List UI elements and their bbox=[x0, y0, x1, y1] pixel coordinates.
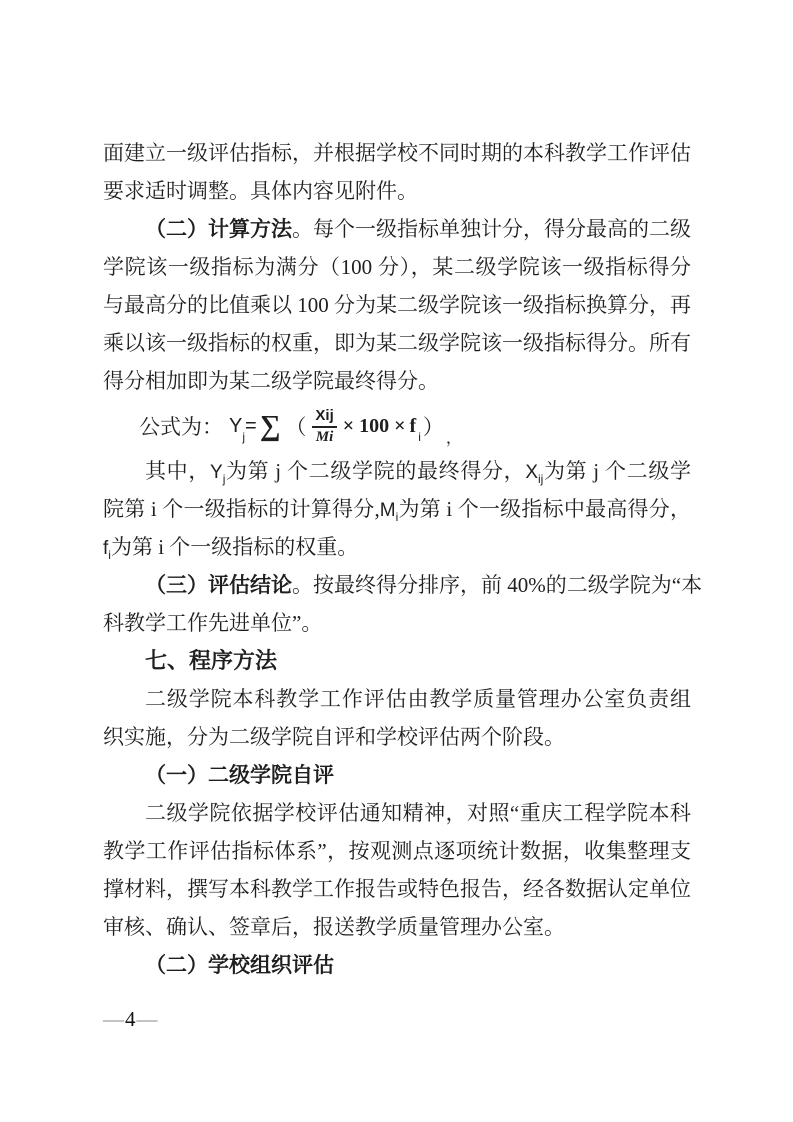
body-line bbox=[103, 286, 691, 324]
fraction-numerator: Xij bbox=[312, 407, 336, 428]
text-run: 科教学工作先进单位”。 bbox=[103, 611, 323, 635]
body-line bbox=[103, 566, 703, 604]
text-run: 得分相加即为某二级学院最终得分。 bbox=[103, 369, 439, 393]
formula-variable-y: Y bbox=[229, 414, 243, 437]
text-run: 为第 j 个二级学院的最终得分， bbox=[225, 459, 526, 483]
text-run: 为第 i 个一级指标中最高得分， bbox=[398, 497, 691, 521]
document-body bbox=[103, 134, 703, 984]
text-run: （一）二级学院自评 bbox=[145, 763, 334, 787]
body-line bbox=[103, 490, 691, 528]
subsection-heading bbox=[103, 946, 691, 984]
text-run: 院第 i 个一级指标的计算得分, bbox=[103, 497, 380, 521]
text-run: 面建立一级评估指标，并根据学校不同时期的本科教学工作评估 bbox=[103, 141, 691, 165]
formula-times-100: × 100 × bbox=[342, 414, 406, 437]
sigma-symbol: ∑ bbox=[259, 409, 281, 442]
body-line bbox=[103, 248, 691, 286]
text-run: 为第 i 个一级指标的权重。 bbox=[110, 535, 359, 559]
text-run: （三）评估结论 bbox=[145, 573, 292, 597]
formula-open-paren: （ bbox=[285, 415, 307, 439]
text-run: 其中， bbox=[145, 459, 210, 483]
formula-close-paren: ） bbox=[422, 415, 444, 439]
text-run: 。按最终得分排序，前 40%的二级学院为“本 bbox=[292, 573, 703, 597]
body-line bbox=[103, 870, 691, 908]
text-run: 二级学院本科教学工作评估由教学质量管理办公室负责组 bbox=[145, 687, 691, 711]
body-line bbox=[103, 528, 691, 566]
text-run: 为第 j 个二级学 bbox=[543, 459, 692, 483]
body-line bbox=[103, 832, 691, 870]
body-line bbox=[103, 362, 691, 400]
formula-equals-sign: = bbox=[245, 414, 257, 437]
page-number bbox=[103, 1002, 158, 1036]
text-run: X bbox=[525, 462, 539, 483]
body-line bbox=[103, 680, 691, 718]
text-run: 。每个一级指标单独计分，得分最高的二级 bbox=[292, 217, 691, 241]
body-line bbox=[103, 908, 691, 946]
formula-variable-f: f bbox=[409, 414, 417, 437]
formula-subscript-i: i bbox=[418, 430, 421, 444]
page-number-dash-right: — bbox=[136, 1007, 158, 1031]
formula-label: 公式为： bbox=[139, 415, 223, 439]
text-run: 二级学院依据学校评估通知精神，对照“重庆工程学院本科 bbox=[145, 801, 691, 825]
formula-trailing-comma: ， bbox=[445, 430, 462, 447]
text-run: 教学工作评估指标体系”，按观测点逐项统计数据，收集整理支 bbox=[103, 839, 691, 863]
text-run: 与最高分的比值乘以 100 分为某二级学院该一级指标换算分，再 bbox=[103, 293, 691, 317]
body-line bbox=[103, 210, 691, 248]
body-line bbox=[103, 718, 691, 756]
body-line bbox=[103, 452, 691, 490]
text-run: 审核、确认、签章后，报送教学质量管理办公室。 bbox=[103, 915, 565, 939]
page-number-value: 4 bbox=[125, 1007, 136, 1031]
text-run: 乘以该一级指标的权重，即为某二级学院该一级指标得分。所有 bbox=[103, 331, 691, 355]
text-run: 织实施，分为二级学院自评和学校评估两个阶段。 bbox=[103, 725, 565, 749]
text-run: M bbox=[379, 500, 396, 521]
body-line bbox=[103, 604, 691, 642]
body-line bbox=[103, 134, 691, 172]
text-run: Y bbox=[210, 462, 223, 483]
text-run: 要求适时调整。具体内容见附件。 bbox=[103, 179, 418, 203]
text-run: （二）计算方法 bbox=[145, 217, 292, 241]
text-run: 七、程序方法 bbox=[145, 648, 278, 673]
fraction-denominator: Mi bbox=[315, 428, 334, 445]
text-run: ij bbox=[538, 472, 544, 486]
formula-fraction bbox=[312, 407, 336, 446]
page-number-dash-left: — bbox=[103, 1007, 124, 1031]
formula-line bbox=[103, 400, 691, 452]
text-run: 学院该一级指标为满分（100 分），某二级学院该一级指标得分 bbox=[103, 255, 691, 279]
subsection-heading bbox=[103, 756, 691, 794]
text-run: i bbox=[395, 510, 399, 524]
text-run: f bbox=[103, 538, 109, 559]
body-line bbox=[103, 794, 691, 832]
text-run: （二）学校组织评估 bbox=[145, 953, 334, 977]
body-line bbox=[103, 172, 691, 210]
formula-subscript-j: j bbox=[242, 430, 246, 444]
text-run: i bbox=[108, 548, 111, 562]
section-heading bbox=[103, 642, 691, 680]
text-run: j bbox=[222, 472, 226, 486]
text-run: 撑材料，撰写本科教学工作报告或特色报告，经各数据认定单位 bbox=[103, 877, 691, 901]
body-line bbox=[103, 324, 691, 362]
